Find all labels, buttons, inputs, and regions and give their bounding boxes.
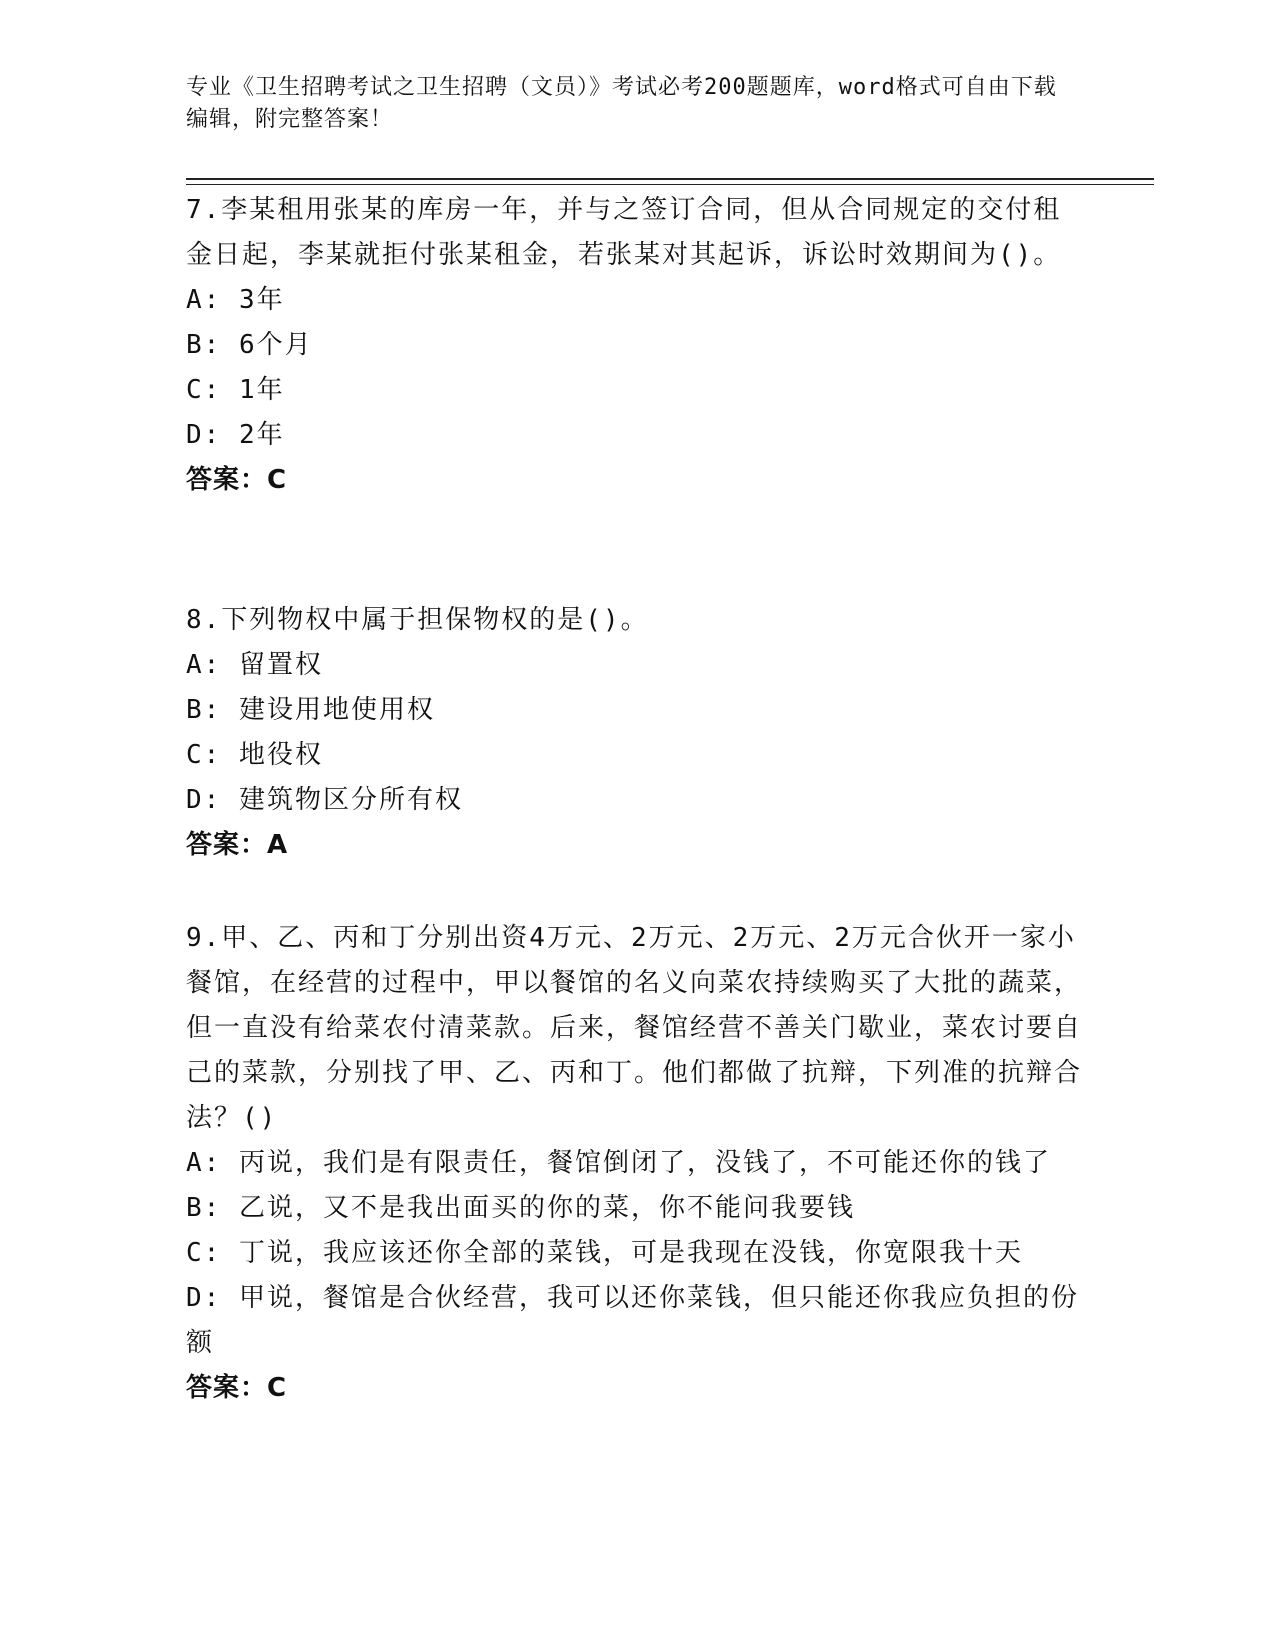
document-header: 专业《卫生招聘考试之卫生招聘（文员）》考试必考200题题库，word格式可自由下载编辑，附完整答案！ bbox=[186, 75, 1057, 132]
option-c: C: 地役权 bbox=[186, 740, 323, 770]
option-c: C: 1年 bbox=[186, 375, 285, 405]
option-d: D: 建筑物区分所有权 bbox=[186, 785, 463, 815]
question-stem: 9.甲、乙、丙和丁分别出资4万元、2万元、2万元、2万元合伙开一家小餐馆，在经营的过程中，甲以餐馆的名义向菜农持续购买了大批的蔬菜，但一直没有给菜农付清菜款。后来，餐馆经营不善关门歇业，菜农讨要自己的菜款，分别找了甲、乙、丙和丁。他们都做了抗辩，下列准的抗辩合法？() bbox=[186, 923, 1083, 1133]
option-a: A: 留置权 bbox=[186, 650, 323, 680]
question-9 bbox=[186, 916, 1086, 1411]
option-d: D: 甲说，餐馆是合伙经营，我可以还你菜钱，但只能还你我应负担的份额 bbox=[186, 1283, 1079, 1358]
question-7 bbox=[186, 188, 1086, 503]
answer-label: 答案：C bbox=[186, 465, 288, 495]
option-b: B: 建设用地使用权 bbox=[186, 695, 435, 725]
option-c: C: 丁说，我应该还你全部的菜钱，可是我现在没钱，你宽限我十天 bbox=[186, 1238, 1023, 1268]
question-stem: 8.下列物权中属于担保物权的是()。 bbox=[186, 605, 649, 635]
question-stem: 7.李某租用张某的库房一年，并与之签订合同，但从合同规定的交付租金日起，李某就拒付张某租金，若张某对其起诉，诉讼时效期间为()。 bbox=[186, 195, 1062, 270]
header-divider-thin bbox=[186, 184, 1154, 185]
header-divider-thick bbox=[186, 178, 1154, 180]
option-a: A: 3年 bbox=[186, 285, 285, 315]
option-b: B: 6个月 bbox=[186, 330, 313, 360]
answer-label: 答案：C bbox=[186, 1373, 288, 1403]
option-a: A: 丙说，我们是有限责任，餐馆倒闭了，没钱了，不可能还你的钱了 bbox=[186, 1148, 1051, 1178]
answer-label: 答案：A bbox=[186, 830, 289, 860]
question-8 bbox=[186, 598, 1086, 868]
option-b: B: 乙说，又不是我出面买的你的菜，你不能问我要钱 bbox=[186, 1193, 855, 1223]
option-d: D: 2年 bbox=[186, 420, 285, 450]
